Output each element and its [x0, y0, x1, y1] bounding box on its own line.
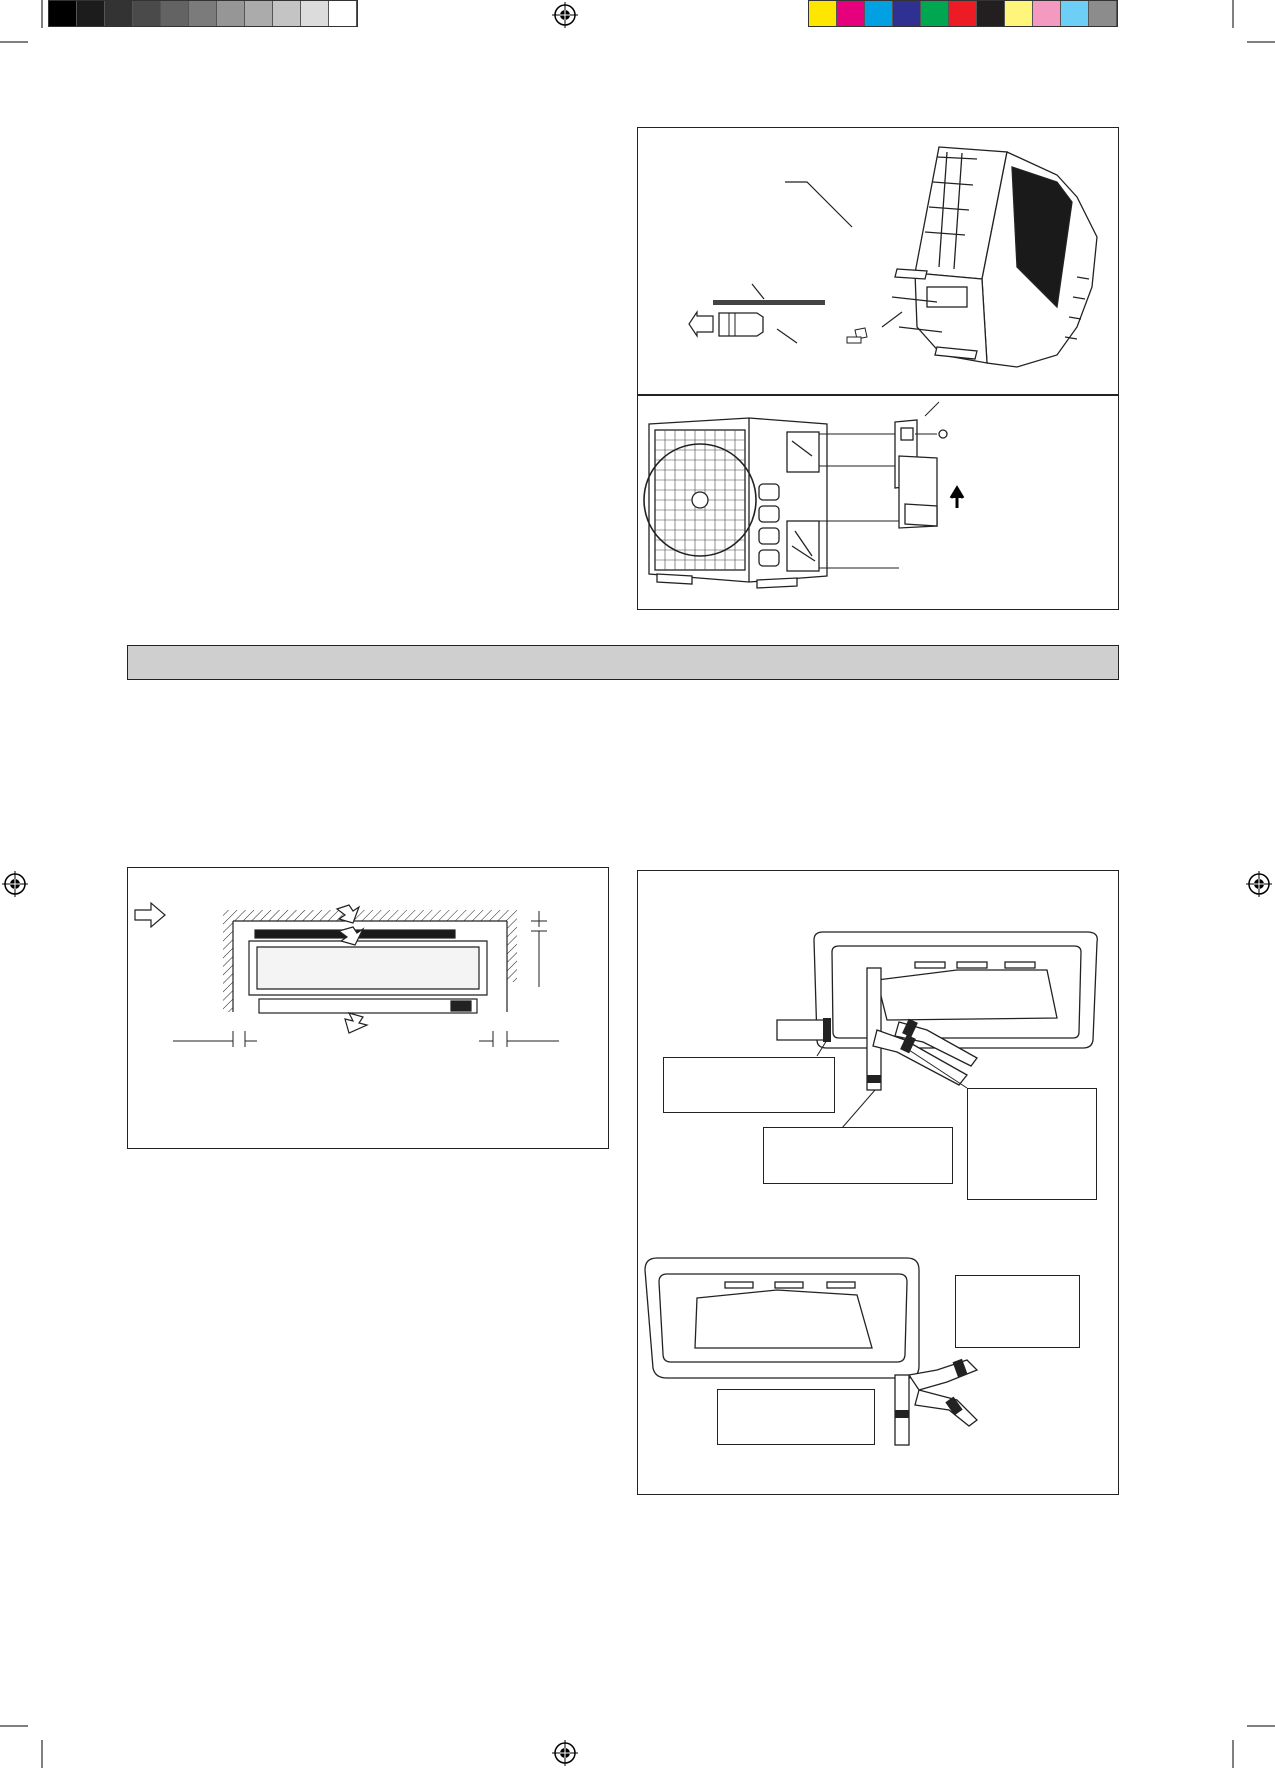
section-header-bar — [127, 645, 1119, 680]
piping-callout-box-3 — [967, 1088, 1097, 1200]
piping-callout-box-4 — [955, 1275, 1080, 1348]
piping-callout-box-2 — [763, 1127, 953, 1184]
outdoor-unit-figure — [637, 396, 1119, 610]
piping-callout-box-5 — [717, 1389, 875, 1445]
drain-plug-figure — [637, 127, 1119, 394]
indoor-clearance-figure — [127, 867, 609, 1149]
piping-callout-box-1 — [663, 1057, 835, 1113]
